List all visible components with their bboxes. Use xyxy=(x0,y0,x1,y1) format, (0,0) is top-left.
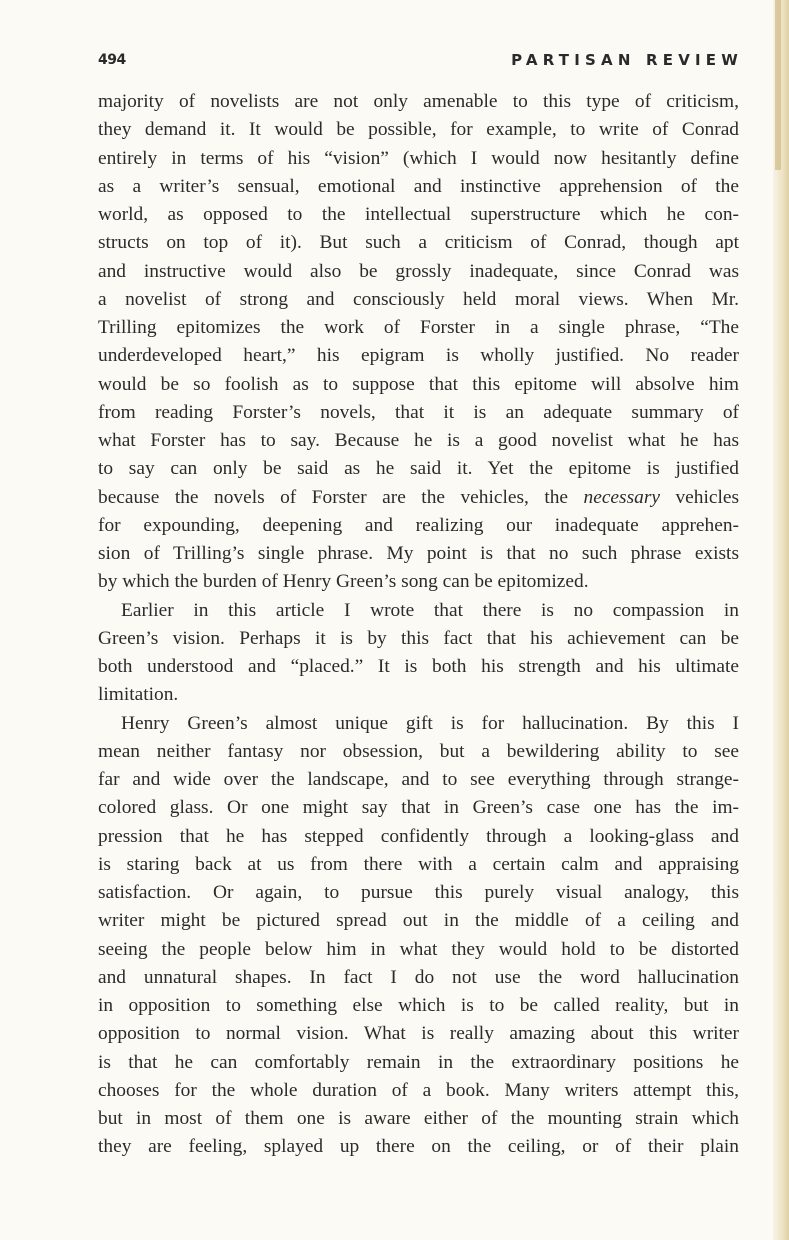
text-line: pression that he has stepped confidently through a looking-glass and xyxy=(98,825,739,847)
text-line: far and wide over the landscape, and to see everything through strange- xyxy=(98,769,739,790)
text-line: colored glass. Or one might say that in Green’s case one has the im- xyxy=(98,797,739,819)
page-edge-shadow xyxy=(773,0,789,1240)
text-line: entirely in terms of his “vision” (which I would now hesitantly define xyxy=(98,147,739,169)
text-line: to say can only be said as he said it. Yet the epitome is justified xyxy=(98,458,739,480)
text-line: but in most of them one is aware either of the mounting strain which xyxy=(98,1108,739,1129)
text-line: satisfaction. Or again, to pursue this purely visual analogy, this xyxy=(98,882,739,903)
text-line: seeing the people below him in what they would hold to be distorted xyxy=(98,938,739,960)
page-number: 494 xyxy=(98,52,126,68)
page-edge-mark xyxy=(775,0,781,170)
text-line: from reading Forster’s novels, that it is an adequate summary of xyxy=(98,401,739,423)
text-line: they demand it. It would be possible, for example, to write of Conrad xyxy=(98,119,739,141)
body-text xyxy=(98,88,739,1162)
page-header xyxy=(98,48,743,74)
paragraph xyxy=(98,597,739,710)
text-line: mean neither fantasy nor obsession, but a bewildering ability to see xyxy=(98,740,739,762)
text-line: writer might be pictured spread out in the middle of a ceiling and xyxy=(98,910,739,932)
text-line: chooses for the whole duration of a book. Many writers attempt this, xyxy=(98,1079,739,1101)
text-line: Green’s vision. Perhaps it is by this fact that his achievement can be xyxy=(98,627,739,649)
text-run: because the novels of Forster are the vehicles, the xyxy=(98,486,584,508)
text-line: by which the burden of Henry Green’s song can be epitomized. xyxy=(98,571,589,593)
text-line: as a writer’s sensual, emotional and instinctive apprehension of the xyxy=(98,175,739,197)
text-line: what Forster has to say. Because he is a good novelist what he has xyxy=(98,430,739,451)
text-line: and unnatural shapes. In fact I do not use the word hallucination xyxy=(98,966,739,988)
text-line: would be so foolish as to suppose that this epitome will absolve him xyxy=(98,373,739,395)
text-line: and instructive would also be grossly inadequate, since Conrad was xyxy=(98,260,739,282)
text-line: limitation. xyxy=(98,684,179,706)
running-title: PARTISAN REVIEW xyxy=(511,51,743,69)
italic-text: necessary xyxy=(583,486,660,508)
text-line: opposition to normal vision. What is really amazing about this writer xyxy=(98,1023,739,1045)
text-line: in opposition to something else which is to be called reality, but in xyxy=(98,995,739,1016)
text-line: Trilling epitomizes the work of Forster in a single phrase, “The xyxy=(98,317,739,338)
text-run: vehicles xyxy=(659,486,739,508)
text-line: for expounding, deepening and realizing our inadequate apprehen- xyxy=(98,514,739,536)
text-line: underdeveloped heart,” his epigram is wholly justified. No reader xyxy=(98,345,739,367)
paragraph xyxy=(98,710,739,1162)
text-line: both understood and “placed.” It is both his strength and his ultimate xyxy=(98,656,739,677)
text-line: majority of novelists are not only amenable to this type of criticism, xyxy=(98,91,739,112)
text-line: world, as opposed to the intellectual superstructure which he con- xyxy=(98,204,739,225)
text-line: is staring back at us from there with a certain calm and appraising xyxy=(98,853,739,875)
text-line xyxy=(98,484,739,512)
text-line: structs on top of it). But such a criticism of Conrad, though apt xyxy=(98,232,739,254)
text-line: Henry Green’s almost unique gift is for hallucination. By this I xyxy=(121,712,739,734)
text-line: Earlier in this article I wrote that there is no compassion in xyxy=(121,599,739,621)
text-line: they are feeling, splayed up there on the ceiling, or of their plain xyxy=(98,1136,739,1158)
paragraph xyxy=(98,88,739,597)
text-line: is that he can comfortably remain in the extraordinary positions he xyxy=(98,1051,739,1073)
text-line: a novelist of strong and consciously held moral views. When Mr. xyxy=(98,288,739,310)
text-line: sion of Trilling’s single phrase. My point is that no such phrase exists xyxy=(98,543,739,564)
